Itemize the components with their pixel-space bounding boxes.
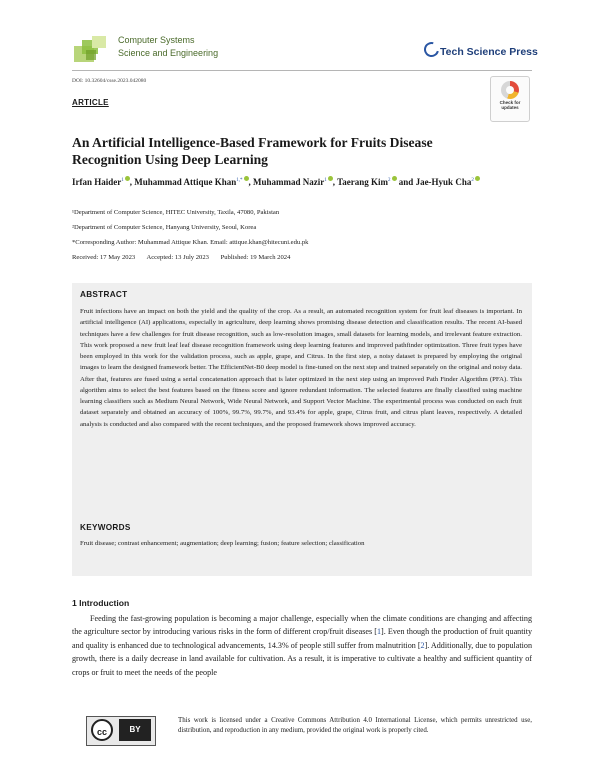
orcid-icon[interactable] [125, 176, 130, 181]
doi[interactable]: DOI: 10.32604/csse.2023.042080 [72, 78, 147, 84]
section-heading-introduction: 1 Introduction [72, 598, 130, 608]
corresponding-author: *Corresponding Author: Muhammad Attique Khan. Email: attique.khan@hitecuni.edu.pk [72, 239, 309, 246]
orcid-icon[interactable] [475, 176, 480, 181]
orcid-icon[interactable] [328, 176, 333, 181]
license-statement: This work is licensed under a Creative Commons Attribution 4.0 International License, which permits unrestricted use, distribution, and reproduction in any medium, provided the original work is properly cited. [178, 717, 532, 734]
author-name[interactable]: Muhammad Attique Khan [134, 177, 237, 187]
cc-by-license-badge[interactable] [86, 716, 156, 746]
journal-logo [72, 36, 110, 64]
keywords-text: Fruit disease; contrast enhancement; augmentation; deep learning; fusion; feature selection; classification [80, 540, 365, 547]
abstract-text: Fruit infections have an impact on both the yield and the quality of the crop. As a result, an automated recognition system for fruit leaf diseases is important. In artificial intelligence (AI) applications, especially in agriculture, deep learning shows promising disease detection and classification results. The recent AI-based techniques have a few challenges for fruit disease recognition, such as low-resolution images, small datasets for learning models, and irrelevant feature extraction. This work proposed a new fruit leaf leaf disease recognition framework using deep learning features and improved pathfinder optimization. Three fruit types have been employed in this work for the validation process, such as apple, grape, and Citrus. In the first step, a noisy dataset is prepared by employing the original images to learn the designed framework better. The EfficientNet-B0 deep model is fine-tuned on the next step and trained separately on the original and noisy data. After that, features are fused using a serial concatenation approach that is later optimized in the next step using an improved Path Finder Algorithm (PFA). This algorithm aims to select the best features based on the fitness score and ignore redundant information. The selected features are finally classified using machine learning classifiers such as Medium Neural Network, Wide Neural Network, and Support Vector Machine. The experimental process was conducted on each fruit dataset separately and obtained an accuracy of 100%, 99.7%, 99.7%, and 93.4% for apple, grape, Citrus fruit, and citrus plant leaves, respectively. A detailed analysis is conducted and also compared with the recent techniques, and the proposed framework shows improved accuracy. [80, 308, 522, 428]
cc-icon: cc [91, 719, 113, 741]
orcid-icon[interactable] [244, 176, 249, 181]
author-affiliation-mark: 2 [388, 178, 391, 183]
author-affiliation-mark: 1 [121, 178, 124, 183]
author-affiliation-mark: 2 [471, 178, 474, 183]
author-list: Irfan Haider$^1$ , Muhammad Attique Khan$^{1,*}$ , Muhammad Nazir$^1$ , Taerang Kim$^2$ and Jae-Hyuk Cha$^2$ [72, 176, 542, 187]
article-type-label: ARTICLE [72, 98, 109, 107]
author-name[interactable]: Taerang Kim [337, 177, 389, 187]
author-name[interactable]: Muhammad Nazir [253, 177, 325, 187]
check-updates-icon [501, 81, 519, 99]
affiliation-1: ¹Department of Computer Science, HITEC University, Taxila, 47080, Pakistan [72, 209, 280, 216]
published-date: Published: 19 March 2024 [220, 254, 291, 261]
header-divider [72, 70, 532, 71]
publisher-name: Tech Science Press [440, 46, 538, 58]
check-for-updates-button[interactable] [490, 76, 530, 122]
journal-name-line1: Computer Systems [118, 35, 195, 45]
citation-link[interactable]: 2 [420, 640, 425, 650]
author-affiliation-mark: 1,* [236, 178, 243, 183]
publication-dates [72, 254, 290, 261]
intro-text-part: ]. Additionally, due to population growth, there is a daily decrease in land available for cultivation. As a result, it is imperative to cultivate a healthy and sufficient quantity of crops or fruit to meet the needs of the people [72, 640, 532, 677]
by-label: BY [119, 719, 151, 741]
author-affiliation-mark: 1 [324, 178, 327, 183]
received-date: Received: 17 May 2023 [72, 254, 136, 261]
intro-text-part: ]. Even though the production of fruit quantity and quality is enhanced due to technological advancements, 14.3% of people still suffer from malnutrition [ [72, 627, 533, 650]
accepted-date: Accepted: 13 July 2023 [146, 254, 209, 261]
introduction-paragraph [72, 612, 532, 679]
publisher-swoosh-icon [421, 39, 441, 59]
check-updates-label: Check for updates [499, 100, 521, 111]
keywords-heading: KEYWORDS [80, 523, 131, 532]
intro-text-part: Feeding the fast-growing population is becoming a major challenge, especially when the climate conditions are changing and affecting the agriculture sector by introducing various risks in the form of different crop/fruit diseases [ [72, 614, 532, 637]
journal-name-line2: Science and Engineering [118, 48, 219, 58]
article-title: An Artificial Intelligence-Based Framework for Fruits Disease Recognition Using Deep Learning [72, 135, 433, 167]
abstract-heading: ABSTRACT [80, 290, 128, 299]
affiliation-2: ²Department of Computer Science, Hanyang University, Seoul, Korea [72, 224, 257, 231]
author-name[interactable]: Jae-Hyuk Cha [415, 177, 472, 187]
orcid-icon[interactable] [392, 176, 397, 181]
citation-link[interactable]: 1 [376, 627, 382, 637]
publisher-logo [424, 42, 538, 58]
author-name[interactable]: Irfan Haider [72, 177, 122, 187]
